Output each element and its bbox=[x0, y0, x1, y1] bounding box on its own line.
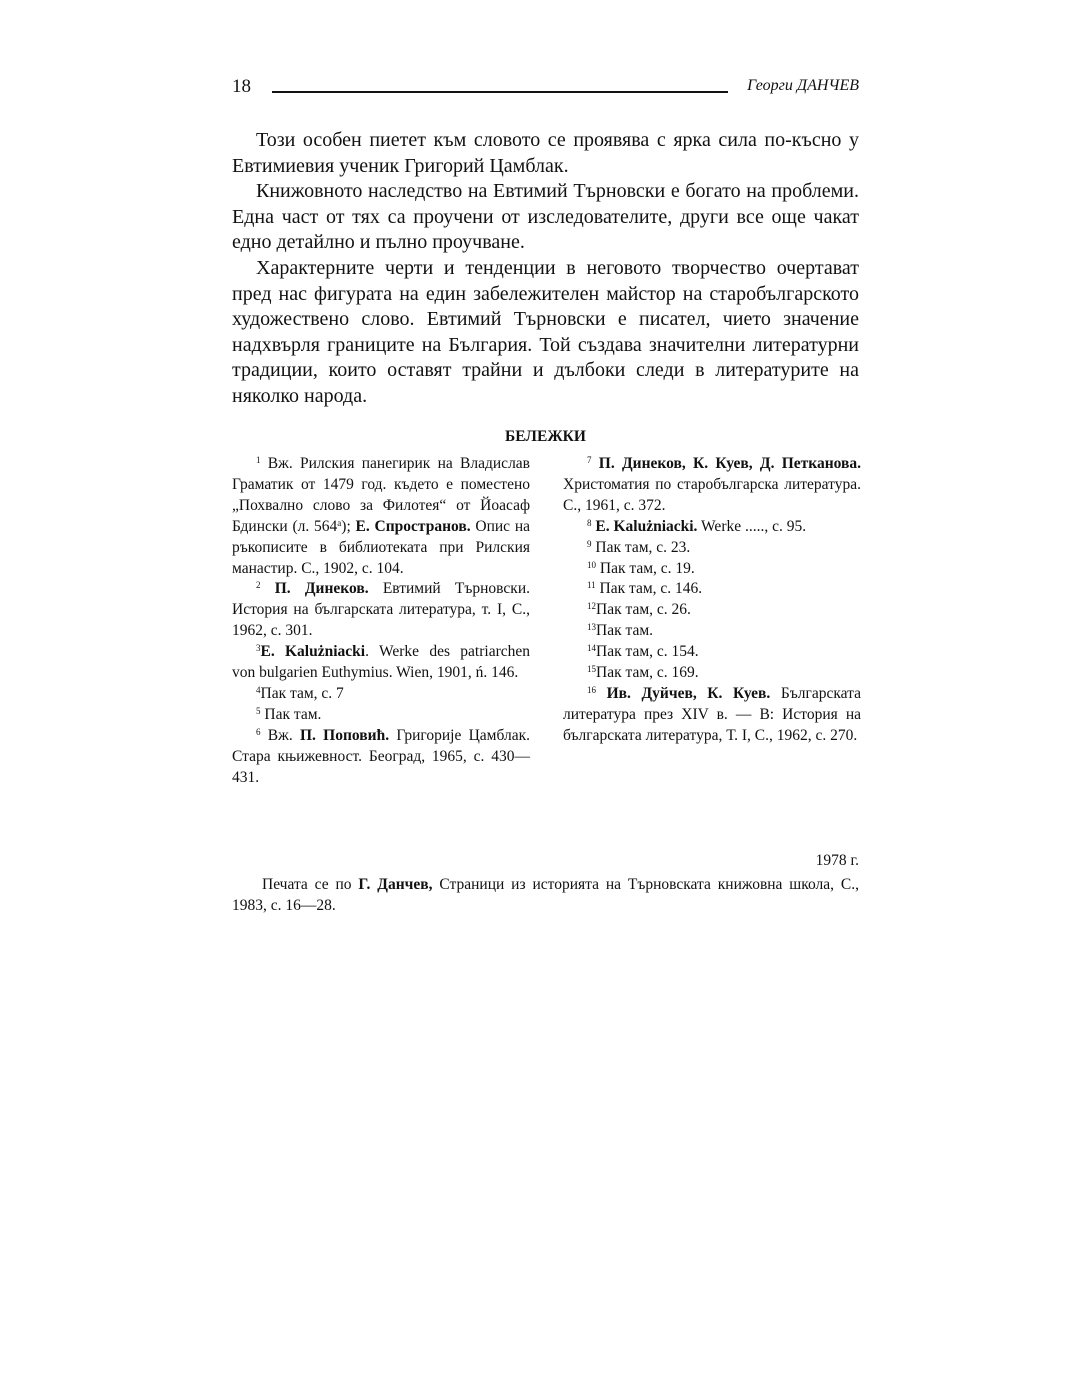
footnote-author: E. Kalużniacki. bbox=[595, 517, 698, 535]
footnote-number: 7 bbox=[587, 455, 592, 465]
footnote-text: Григорије Цамблак. Стара књижевност. Београд, 1965, с. 430—431. bbox=[232, 726, 530, 786]
footnote-text: Христоматия по старобългарска литература. С., 1961, с. 372. bbox=[563, 475, 861, 514]
paragraph: Книжовното наследство на Евтимий Търновски е богато на проблеми. Една част от тях са проучени от изследователите, други все още чакат едно детайлно и пълно проучване. bbox=[232, 180, 859, 254]
footnote-14 bbox=[563, 642, 861, 663]
footnote-number: 1 bbox=[256, 455, 261, 465]
footnote-text: Пак там, с. 146. bbox=[599, 580, 703, 598]
source-line bbox=[232, 874, 859, 916]
page-number: 18 bbox=[232, 76, 251, 97]
footnote-text: Пак там. bbox=[596, 622, 654, 640]
footnote-10 bbox=[563, 559, 861, 580]
footnote-2 bbox=[232, 579, 530, 642]
footnote-text: Пак там, с. 169. bbox=[596, 664, 699, 682]
footnote-8 bbox=[563, 517, 861, 538]
footnote-4 bbox=[232, 684, 530, 705]
footnote-text: Пак там, с. 23. bbox=[595, 538, 691, 556]
footnote-number: 10 bbox=[587, 559, 596, 570]
footnote-text: . Werke des patriarchen von bulgarien Euthymius. Wien, 1901, ń. 146. bbox=[232, 643, 530, 682]
footnote-text: Werke ....., с. 95. bbox=[701, 517, 807, 535]
footnote-number: 6 bbox=[256, 726, 261, 737]
footnote-author: П. Динеков, К. Куев, Д. Петканова. bbox=[598, 455, 861, 472]
footnote-author: E. Kalużniacki bbox=[260, 643, 366, 661]
footnote-number: 12 bbox=[587, 601, 596, 612]
footnote-5 bbox=[232, 705, 530, 726]
footnote-number: 3 bbox=[256, 643, 261, 654]
folio-superscript: а bbox=[337, 517, 342, 528]
notes-title: БЕЛЕЖКИ bbox=[505, 428, 586, 445]
footnote-author: П. Динеков. bbox=[274, 580, 369, 598]
footnote-text: Пак там, с. 154. bbox=[596, 643, 699, 661]
page bbox=[232, 0, 859, 1394]
footnote-text: Опис на ръкописите в библиотеката при Рилския манастир. С., 1902, с. 104. bbox=[232, 517, 531, 577]
source-author: Г. Данчев, bbox=[358, 876, 433, 893]
notes-column-right bbox=[563, 454, 861, 747]
footnote-number: 5 bbox=[256, 705, 261, 716]
footnote-12 bbox=[563, 600, 861, 621]
footnote-text: Вж. bbox=[267, 726, 293, 744]
footnote-number: 11 bbox=[587, 580, 596, 591]
footnote-3 bbox=[232, 642, 530, 684]
main-text bbox=[232, 128, 859, 410]
footnote-text: Пак там, с. 26. bbox=[596, 601, 691, 619]
footnote-text: Вж. Рилския панегирик на Владислав Граматик от 1479 год. където е поместено „Похвално слово за Филотея“ от Йоасаф Бдински (л. 564 bbox=[232, 455, 530, 535]
footnote-text: ); bbox=[341, 517, 351, 535]
running-head bbox=[232, 76, 859, 100]
source-text: Печата се по bbox=[262, 876, 352, 893]
notes-column-left bbox=[232, 454, 530, 789]
footnote-7 bbox=[563, 454, 861, 517]
footnote-text: Пак там, с. 7 bbox=[260, 684, 344, 702]
footnote-number: 8 bbox=[587, 517, 592, 528]
footnote-1 bbox=[232, 454, 530, 579]
footnote-number: 9 bbox=[587, 538, 592, 549]
footnote-number: 13 bbox=[587, 622, 596, 633]
footnote-15 bbox=[563, 663, 861, 684]
footnote-16 bbox=[563, 684, 861, 747]
footnote-6 bbox=[232, 726, 530, 789]
header-rule bbox=[272, 91, 728, 93]
date-line: 1978 г. bbox=[815, 852, 859, 869]
footnote-number: 14 bbox=[587, 643, 596, 654]
footnote-number: 16 bbox=[587, 684, 596, 695]
footnote-number: 15 bbox=[587, 664, 596, 675]
source-text: Страници из историята на Търновската книжовна школа, С., 1983, с. 16—28. bbox=[232, 876, 859, 914]
footnote-text: Българската литература през XIV в. — В: История на българската литература, Т. I, С., 1962, с. 270. bbox=[563, 684, 861, 744]
footnote-9 bbox=[563, 538, 861, 559]
paragraph: Характерните черти и тенденции в неговото творчество очертават пред нас фигурата на един забележителен майстор на старобългарското художествено слово. Евтимий Търновски е писател, чието значение надхвърля границите на България. Той създава значителни литературни традиции, които оставят трайни и дълбоки следи в литературите на няколко народа. bbox=[232, 256, 859, 407]
footnote-author: Е. Спространов. bbox=[355, 517, 471, 535]
footnote-text: Евтимий Търновски. История на българската литература, т. I, С., 1962, с. 301. bbox=[232, 580, 530, 640]
footnote-number: 2 bbox=[256, 580, 261, 591]
footnote-text: Пак там, с. 19. bbox=[599, 559, 695, 577]
paragraph: Този особен пиетет към словото се проявява с ярка сила по-късно у Евтимиевия ученик Григорий Цамблак. bbox=[232, 129, 859, 177]
footnote-author: П. Поповић. bbox=[299, 726, 390, 744]
footnote-text: Пак там. bbox=[264, 705, 322, 723]
footnote-number: 4 bbox=[256, 684, 261, 695]
running-author: Георги ДАНЧЕВ bbox=[747, 77, 859, 94]
footnote-13 bbox=[563, 621, 861, 642]
footnote-author: Ив. Дуйчев, К. Куев. bbox=[606, 684, 771, 702]
footnote-11 bbox=[563, 579, 861, 600]
